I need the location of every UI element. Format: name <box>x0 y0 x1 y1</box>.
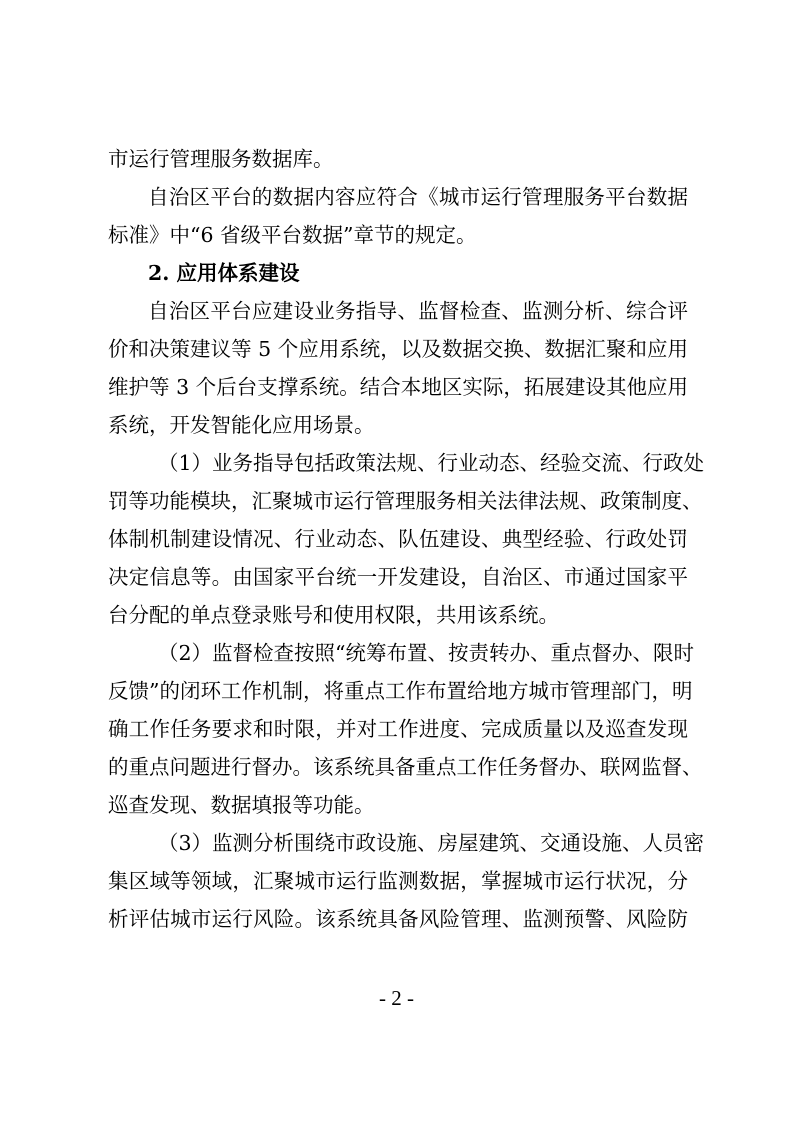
text-line: 的重点问题进行督办。该系统具备重点工作任务督办、联网监督、 <box>108 755 703 779</box>
section-heading: 2. 应用体系建设 <box>148 261 300 285</box>
text-line: 罚等功能模块，汇聚城市运行管理服务相关法律法规、政策制度、 <box>108 489 703 513</box>
text-line: 集区域等领域，汇聚城市运行监测数据，掌握城市运行状况，分 <box>108 869 688 893</box>
text-line: 反馈”的闭环工作机制，将重点工作布置给地方城市管理部门，明 <box>108 679 693 703</box>
text-line: 体制机制建设情况、行业动态、队伍建设、典型经验、行政处罚 <box>108 527 688 551</box>
text-line: 系统，开发智能化应用场景。 <box>108 413 375 437</box>
text-line: 自治区平台的数据内容应符合《城市运行管理服务平台数据 <box>148 185 688 209</box>
text-line: 析评估城市运行风险。该系统具备风险管理、监测预警、风险防 <box>108 907 688 931</box>
text-line: 价和决策建议等 5 个应用系统，以及数据交换、数据汇聚和应用 <box>108 337 688 361</box>
text-line: （3）监测分析围绕市政设施、房屋建筑、交通设施、人员密 <box>158 831 705 855</box>
text-line: 巡查发现、数据填报等功能。 <box>108 793 375 817</box>
text-line: 台分配的单点登录账号和使用权限，共用该系统。 <box>108 603 559 627</box>
text-line: （2）监督检查按照“统筹布置、按责转办、重点督办、限时 <box>158 641 695 665</box>
text-line: 自治区平台应建设业务指导、监督检查、监测分析、综合评 <box>148 299 688 323</box>
page-number: - 2 - <box>379 986 414 1010</box>
text-line: 市运行管理服务数据库。 <box>108 147 334 171</box>
text-line: （1）业务指导包括政策法规、行业动态、经验交流、行政处 <box>158 451 705 475</box>
text-line: 标准》中“6 省级平台数据”章节的规定。 <box>108 223 477 247</box>
text-line: 决定信息等。由国家平台统一开发建设，自治区、市通过国家平 <box>108 565 688 589</box>
text-line: 确工作任务要求和时限，并对工作进度、完成质量以及巡查发现 <box>108 717 688 741</box>
text-line: 维护等 3 个后台支撑系统。结合本地区实际，拓展建设其他应用 <box>108 375 688 399</box>
